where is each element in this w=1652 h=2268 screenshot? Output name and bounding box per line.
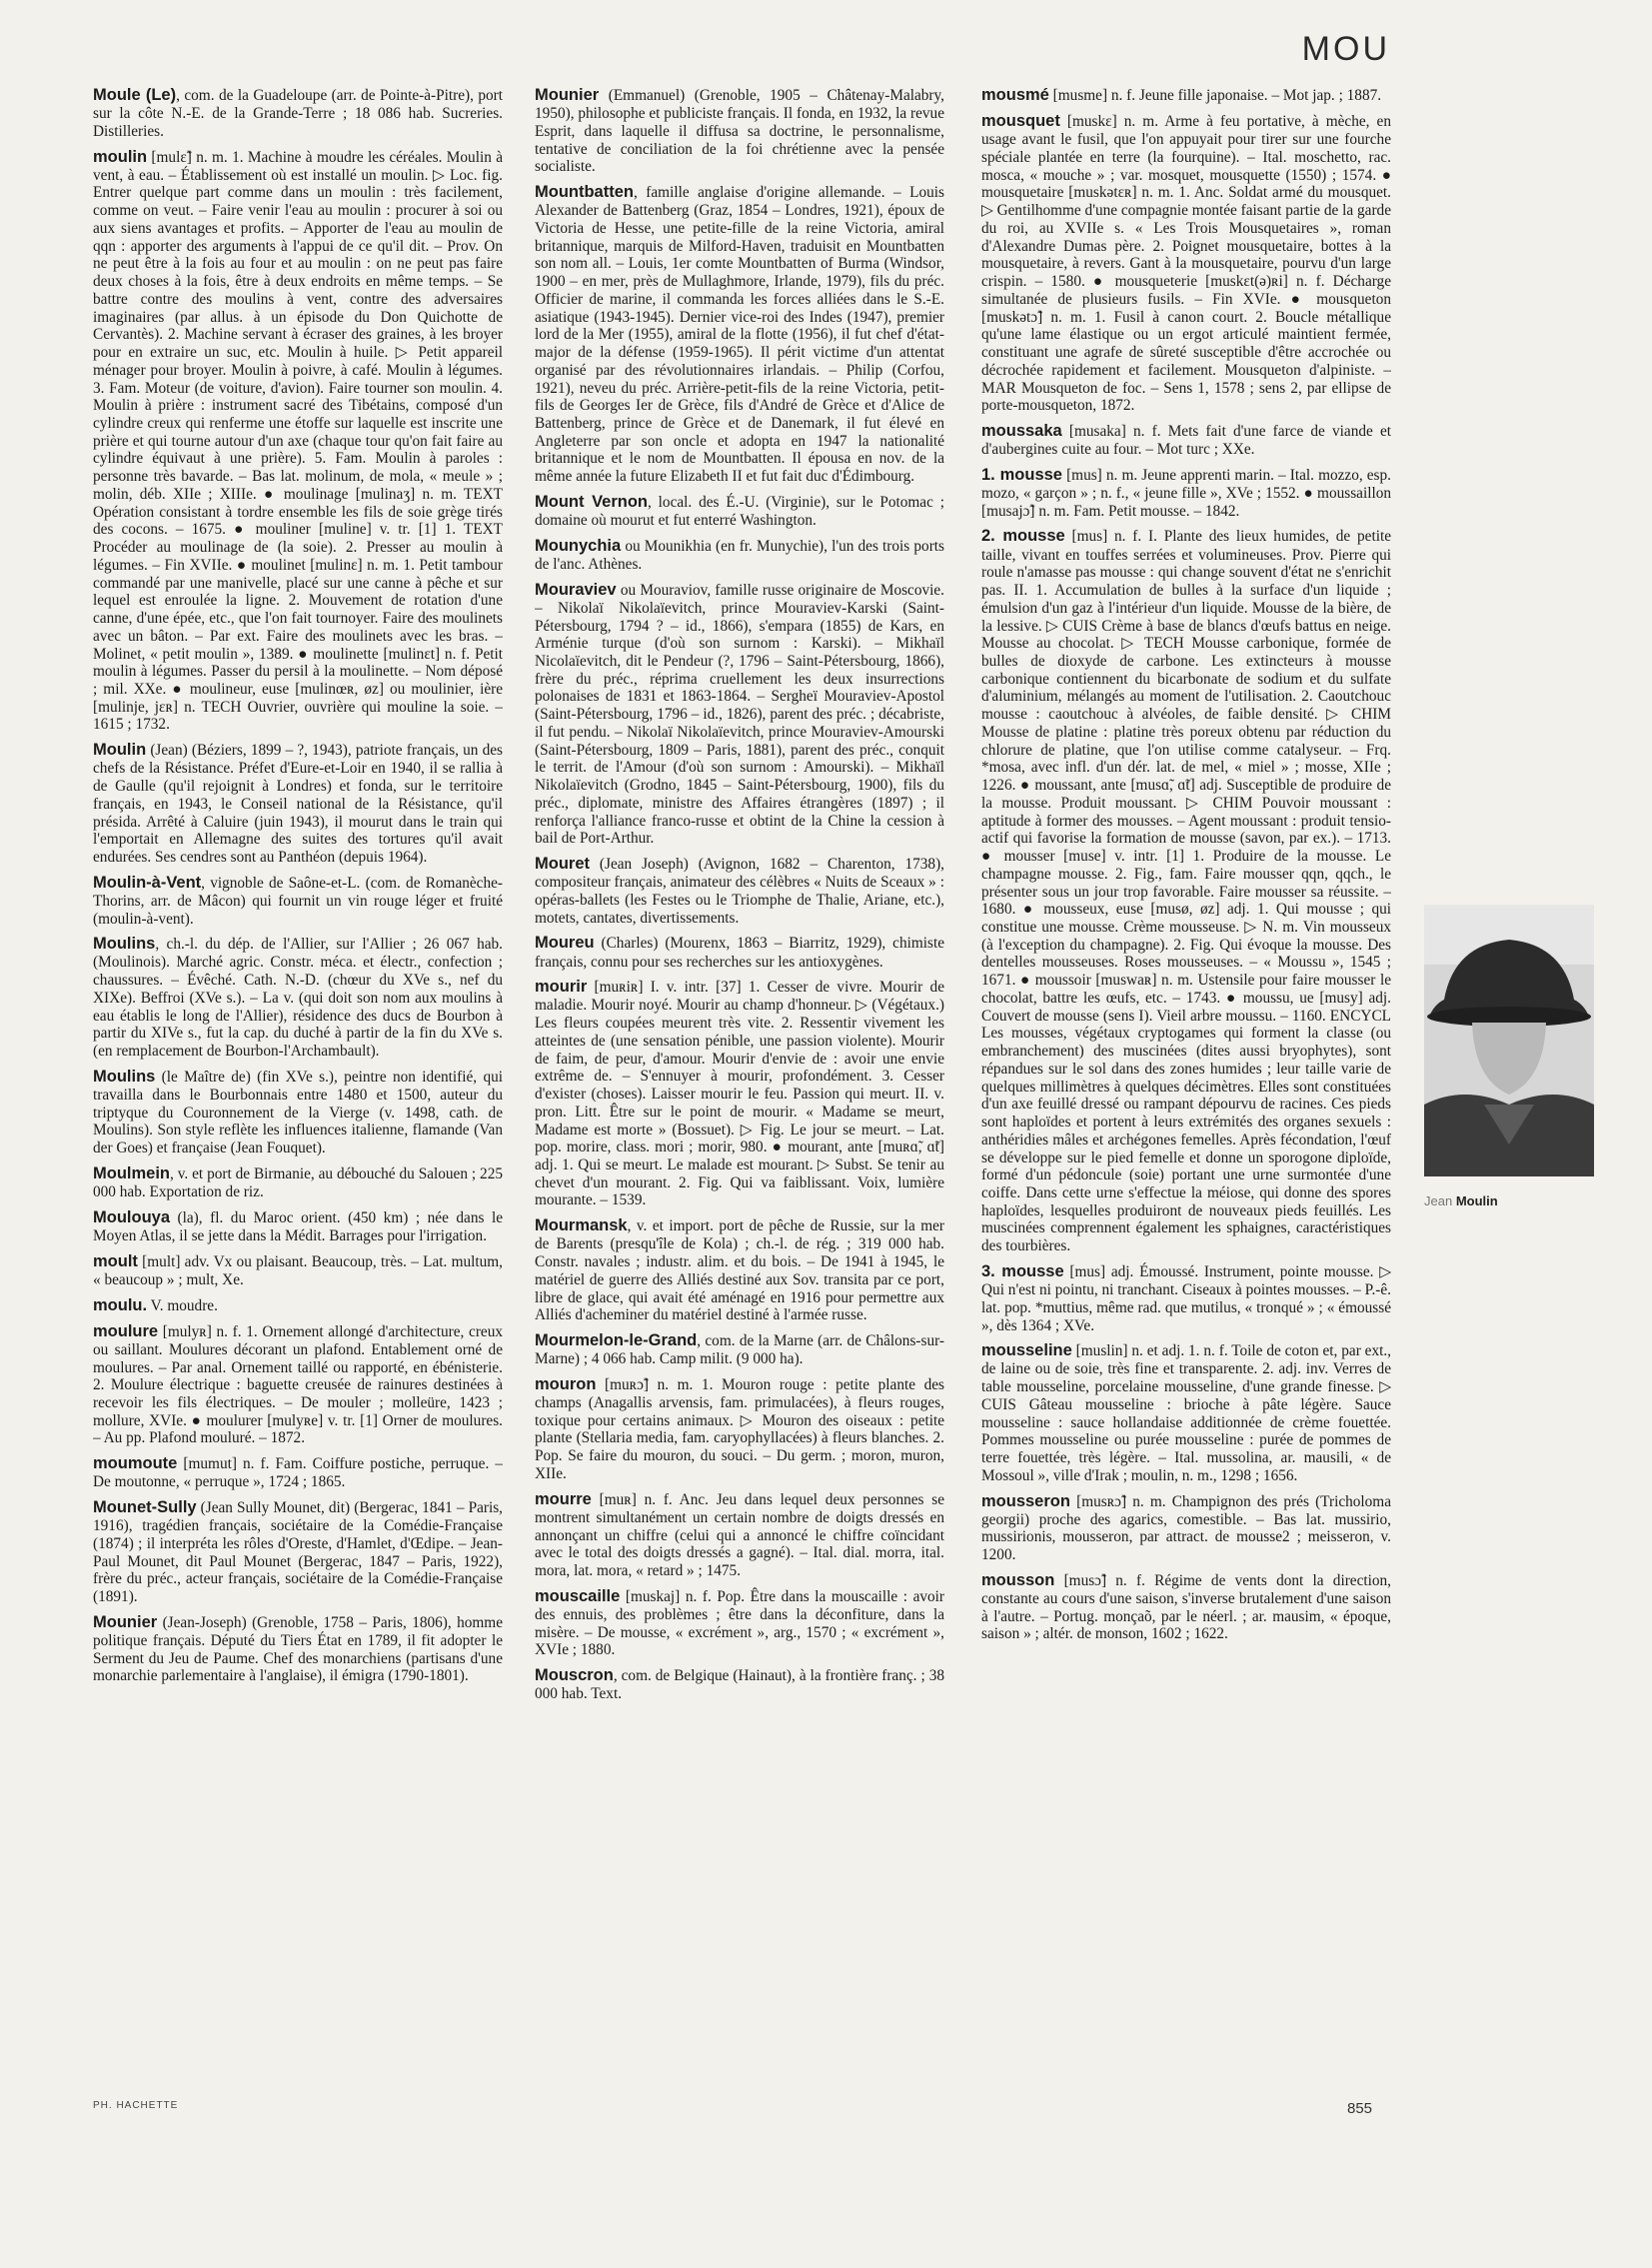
entry-definition: (Jean-Joseph) (Grenoble, 1758 – Paris, 1806), homme politique français. Député du Tiers État en 1789, il fit adopter le Serment du Jeu de Paume. Chef des monarchiens (partisans d'une monarchie parlementaire à l'anglaise), il émigra (1790-1801). [93, 1613, 503, 1685]
dictionary-entry [981, 527, 1391, 1255]
entry-headword: 1. mousse [981, 465, 1062, 484]
dictionary-entry [93, 1252, 503, 1289]
entry-definition: [musme] n. f. Jeune fille japonaise. – Mot jap. ; 1887. [1048, 87, 1382, 104]
dictionary-entry [93, 935, 503, 1061]
entry-headword: Mouret [535, 855, 590, 874]
entry-definition: [mus] n. f. I. Plante des lieux humides, de petite taille, vivant en touffes serrées et volumineuses. Prov. Pierre qui roule n'amasse pas mousse : qui change souvent d'état ne s'enrichit pas. II. 1. Accumulation de bulles à la surface d'un liquide ; émulsion d'un gaz à l'intérieur d'un liquide. Mousse de la bière, de la lessive. ▷ CUIS Crème à base de blancs d'œufs battus en neige. Mousse au chocolat. ▷ TECH Mousse carbonique, formée de bulles de dioxyde de carbone. Les extincteurs à mousse carbonique contiennent du bicarbonate de sodium et du sulfate d'aluminium, mélangés au moment de l'utilisation. 2. Caoutchouc mousse : caoutchouc à alvéoles, de faible densité. ▷ CHIM Mousse de platine : platine très poreux obtenu par réduction du chlorure de platine, que l'on utilise comme catalyseur. – Frq. *mosa, avec infl. d'un dér. lat. de mel, « miel » ; mosse, XIIe ; 1226. ● moussant, ante [musɑ̃, ɑ̃t] adj. Susceptible de produire de la mousse. Produit moussant. ▷ CHIM Pouvoir moussant : aptitude à former des mousses. – Agent moussant : produit tensio-actif qui favorise la formation de mousse (savon, par ex.). – 1713. ● mousser [muse] v. intr. [1] 1. Produire de la mousse. Le champagne mousse. 2. Fig., fam. Faire mousser qqn, qqch., le présenter sous un jour trop favorable. Faire mousser sa réussite. – 1680. ● mousseux, euse [musø, øz] adj. 1. Qui mousse ; qui constitue une mousse. Crème mousseuse. ▷ N. m. Vin mousseux (à l'exception du champagne). 2. Fig. Qui évoque la mousse. Des dentelles mousseuses. Roses mousseuses. – « Moussu », 1545 ; 1671. ● moussoir [muswaʀ] n. m. Ustensile pour faire mousser le chocolat, battre les œufs, etc. – 1743. ● moussu, ue [musy] adj. Couvert de mousse (sens I). Vieil arbre moussu. – 1160. ENCYCL Les mousses, végétaux cryptogames qui forment la classe (ou embranchement) des muscinées (dites aussi bryophytes), sont répandues sur le sol dans des zones humides ; leur taille varie de quelques millimètres à quelques décimètres. Elles sont constituées d'un axe feuillé dressé ou rampant dépourvu de racines. Ces pieds sont haploïdes et portent à leurs extrémités des organes sexuels : anthéridies mâles et archégones femelles. Après fécondation, l'œuf se développe sur le pied femelle et donne un sporogone diploïde, formé d'un pédoncule (soie) portant une urne surmontée d'une coiffe. Dans cette urne s'effectue la méiose, qui donne des spores haploïdes, lesquelles produiront de nouveaux pieds feuillés. Les muscinées comprennent également les sphaignes, caractéristiques des tourbières. [981, 528, 1391, 1255]
entry-definition: [muslin] n. et adj. 1. n. f. Toile de coton et, par ext., de laine ou de soie, très fine et transparente. 2. adj. inv. Verres de table mousseline, porcelaine mousseline, d'une grande finesse. ▷ CUIS Gâteau mousseline : brioche à pâte légère. Sauce mousseline : sauce hollandaise additionnée de crème fouettée. Pommes mousseline ou purée mousseline : purée de pommes de terre fouettée, très légère. – Ital. mussolina, ar. mausili, « de Mossoul », ville d'Irak ; moulin, n. m., 1298 ; 1656. [981, 1342, 1391, 1484]
dictionary-entry [535, 537, 944, 574]
dictionary-entry [535, 855, 944, 927]
dictionary-entry [93, 741, 503, 867]
dictionary-entry [535, 581, 944, 848]
entry-definition: [mumut] n. f. Fam. Coiffure postiche, perruque. – De moutonne, « perruque », 1724 ; 1865. [93, 1455, 503, 1491]
entry-definition: , famille anglaise d'origine allemande. – Louis Alexander de Battenberg (Graz, 1854 – Londres, 1921), époux de Victoria de Hesse, une petite-fille de la reine Victoria, amiral britannique, marquis de Milford-Haven, traduisit en Mountbatten son nom all. – Louis, 1er comte Mountbatten of Burma (Windsor, 1900 – en mer, près de Mullaghmore, Irlande, 1979), fils du préc. Officier de marine, il commanda les forces alliées dans le S.-E. asiatique (1943-1945). Dernier vice-roi des Indes (1947), premier lord de la Mer (1955), amiral de la flotte (1956), il fut chef d'état-major de la défense (1959-1965). Il périt victime d'un attentat organisé par des révolutionnaires irlandais. – Philip (Corfou, 1921), neveu du préc. Arrière-petit-fils de la reine Victoria, petit-fils de Georges Ier de Grèce, fils d'André de Grèce et d'Alice de Battenberg, prince de Grèce et de Danemark, il fut élevé en Angleterre par son oncle et adopta en 1947 la nationalité britannique et le nom de Mountbatten. Il épousa en nov. de la même année la future Elizabeth II et fut fait duc d'Édimbourg. [535, 184, 944, 486]
entry-headword: Moulin [93, 741, 147, 760]
entry-definition: [muskɛ] n. m. Arme à feu portative, à mèche, en usage avant le fusil, que l'on appuyait pour tirer sur une fourche spéciale plantée en terre (la fourquine). – Ital. moschetto, rac. mosca, « mouche » ; var. mosquet, mousquette (1550) ; 1574. ● mousquetaire [muskətɛʀ] n. m. 1. Anc. Soldat armé du mousquet. ▷ Gentilhomme d'une compagnie montée faisant partie de la garde du roi, au XVIIe s. « Les Trois Mousquetaires », roman d'Alexandre Dumas père. 2. Poignet mousquetaire, bottes à la mousquetaire, à revers. Gant à la mousquetaire, pourvu d'un large crispin. – 1580. ● mousqueterie [muskɛt(ə)ʀi] n. f. Décharge simultanée de plusieurs fusils. – Fin XVIe. ● mousqueton [muskətɔ̃] n. m. 1. Fusil à canon court. 2. Boucle métallique qu'une lame élastique ou un ergot articulé maintient fermée, constituant une agrafe de sûreté susceptible d'être accrochée ou décrochée rapidement et facilement. Mousqueton d'alpiniste. – MAR Mousqueton de foc. – Sens 1, 1578 ; sens 2, par ellipse de porte-mousqueton, 1872. [981, 113, 1391, 415]
entry-definition: [mulɛ̃] n. m. 1. Machine à moudre les céréales. Moulin à vent, à eau. – Établissement où est installé un moulin. ▷ Loc. fig. Entrer quelque part comme dans un moulin : très facilement, comme on veut. – Faire venir l'eau au moulin : procurer à soi ou aux siens avantages et profits. – Apporter de l'eau au moulin de qqn : apporter des arguments à l'appui de ce qu'il dit. – Prov. On ne peut être à la fois au four et au moulin : on ne peut pas faire deux choses à la fois, être à deux endroits en même temps. – Se battre contre des moulins à vent, contre des adversaires imaginaires (par allus. à un épisode du Don Quichotte de Cervantès). 2. Machine servant à écraser des graines, à les broyer pour en extraire un suc, etc. Moulin à huile. ▷ Petit appareil ménager pour broyer. Moulin à poivre, à café. Moulin à légumes. 3. Fam. Moteur (de voiture, d'avion). Faire tourner son moulin. 4. Moulin à prière : instrument sacré des Tibétains, composé d'un cylindre creux qui renferme une étoffe sur laquelle est inscrite une prière et qui tourne autour d'un axe (chaque tour qu'on fait faire au cylindre équivaut à une prière). 5. Fam. Moulin à paroles : personne très bavarde. – Bas lat. molinum, de mola, « meule » ; molin, déb. XIIe ; XIIIe. ● moulinage [mulinaʒ] n. m. TEXT Opération consistant à tordre ensemble les fils de soie grège tirés des cocons. – 1675. ● mouliner [muline] v. tr. [1] 1. TEXT Procéder au moulinage de (la soie). 2. Presser au moulin à légumes. – Fin XVIIe. ● moulinet [mulinɛ] n. m. 1. Petit tambour commandé par une manivelle, placé sur une canne à pêche et sur lequel est enroulée la ligne. 2. Mouvement de rotation d'une canne, d'une épée, etc., que l'on fait tournoyer. Faire des moulinets avec un bâton. – Par ext. Faire des moulinets avec les bras. – Molinet, « petit moulin », 1389. ● moulinette [mulinɛt] n. f. Petit moulin à légumes. Passer du persil à la moulinette. – Nom déposé ; mil. XXe. ● moulineur, euse [mulinœʀ, øz] ou moulinier, ière [mulinje, jɛʀ] n. TECH Ouvrier, ouvrière qui mouline la soie. – 1615 ; 1732. [93, 148, 503, 734]
entry-headword: moulu. [93, 1295, 148, 1314]
entry-definition: V. moudre. [147, 1296, 218, 1314]
dictionary-entry [981, 1341, 1391, 1484]
entry-definition: (Jean Joseph) (Avignon, 1682 – Charenton, 1738), compositeur français, animateur des célèbres « Nuits de Sceaux » : opéras-ballets (les Festes ou le Triomphe de Thalie, Ariane, etc.), motets, cantates, divertissements. [535, 856, 944, 927]
page-number: 855 [1347, 2100, 1373, 2117]
dictionary-entry [535, 934, 944, 971]
entry-headword: Mounychia [535, 536, 622, 555]
entry-headword: 3. mousse [981, 1261, 1064, 1280]
entry-headword: 2. mousse [981, 527, 1065, 546]
caption-last-name: Moulin [1455, 1193, 1498, 1208]
dictionary-entry [93, 874, 503, 929]
entry-definition: [mus] n. m. Jeune apprenti marin. – Ital. mozzo, esp. mozo, « garçon » ; n. f., « jeune fille », XVe ; 1552. ● moussaillon [musajɔ̃] n. m. Fam. Petit mousse. – 1842. [981, 466, 1391, 520]
dictionary-entry [93, 1208, 503, 1245]
entry-definition: [mus] adj. Émoussé. Instrument, pointe mousse. ▷ Qui n'est ni pointu, ni tranchant. Ciseaux à pointes mousses. – P.-ê. lat. pop. *muttius, même rad. que mutilus, « tronqué » ; « émoussé », dès 1364 ; XVe. [981, 1262, 1391, 1334]
entry-definition: [muʀ] n. f. Anc. Jeu dans lequel deux personnes se montrent simultanément un certain nombre de doigts dressés en annonçant un chiffre (celui qui a annoncé le chiffre coïncidant avec le total des doigts dressés a gagné). – Ital. dial. morra, ital. mora, lat. mora, « retard » ; 1475. [535, 1490, 944, 1579]
dictionary-entry [93, 1322, 503, 1448]
column-1 [93, 86, 503, 2085]
dictionary-entry [535, 183, 944, 486]
entry-definition: , com. de Belgique (Hainaut), à la frontière franç. ; 38 000 hab. Text. [535, 1667, 944, 1703]
dictionary-entry [93, 1296, 503, 1315]
dictionary-entry [93, 86, 503, 141]
entry-definition: (la), fl. du Maroc orient. (450 km) ; née dans le Moyen Atlas, il se jette dans la Médit. Barrages pour l'irrigation. [93, 1208, 503, 1244]
entry-headword: Mourmansk [535, 1216, 628, 1235]
dictionary-entry [981, 86, 1391, 105]
entry-headword: Moulmein [93, 1163, 170, 1182]
dictionary-entry [535, 1375, 944, 1483]
dictionary-entry [981, 1571, 1391, 1643]
portrait-illustration [1424, 905, 1594, 1176]
dictionary-entry [535, 1331, 944, 1368]
entry-headword: Mounet-Sully [93, 1498, 197, 1517]
entry-headword: Moulins [93, 1067, 156, 1086]
entry-headword: mousson [981, 1570, 1055, 1589]
dictionary-entry [981, 466, 1391, 521]
dictionary-entry [535, 1216, 944, 1324]
dictionary-entry [535, 978, 944, 1209]
entry-headword: Mourmelon-le-Grand [535, 1330, 698, 1349]
dictionary-entry [93, 1164, 503, 1201]
dictionary-entry [535, 493, 944, 530]
running-head: MOU [1301, 30, 1390, 68]
entry-definition: (Charles) (Mourenx, 1863 – Biarritz, 1929), chimiste français, connu pour ses recherches sur les antioxygènes. [535, 935, 944, 971]
entry-definition: , com. de la Marne (arr. de Châlons-sur-Marne) ; 4 066 hab. Camp milit. (9 000 ha). [535, 1331, 944, 1368]
entry-definition: (Jean Sully Mounet, dit) (Bergerac, 1841 – Paris, 1916), tragédien français, sociétaire de la Comédie-Française (1874) ; il interpréta les rôles d'Oreste, d'Hamlet, d'Œdipe. – Jean-Paul Mounet, dit Paul Mounet (Bergerac, 1847 – Paris, 1922), frère du préc., acteur français, sociétaire de la Comédie-Française (1891). [93, 1499, 503, 1606]
dictionary-entry [535, 1587, 944, 1659]
entry-definition: ou Mounikhia (en fr. Munychie), l'un des trois ports de l'anc. Athènes. [535, 537, 944, 573]
portrait-photo [1424, 905, 1594, 1176]
entry-headword: moumoute [93, 1454, 178, 1473]
column-3 [981, 86, 1391, 2115]
entry-headword: Mountbatten [535, 183, 634, 202]
dictionary-entry [981, 422, 1391, 459]
dictionary-entry [93, 148, 503, 735]
entry-headword: Moulin-à-Vent [93, 873, 202, 892]
dictionary-entry [535, 86, 944, 176]
entry-headword: moulin [93, 147, 148, 166]
entry-definition: [musaka] n. f. Mets fait d'une farce de viande et d'aubergines cuite au four. – Mot turc ; XXe. [981, 423, 1391, 459]
entry-definition: , v. et port de Birmanie, au débouché du Salouen ; 225 000 hab. Exportation de riz. [93, 1164, 503, 1201]
entry-definition: [muʀɔ̃] n. m. 1. Mouron rouge : petite plante des champs (Anagallis arvensis, fam. primulacées), à fleurs rouges, toxique pour certains animaux. ▷ Mouron des oiseaux : petite plante (Stellaria media, fam. caryophyllacées) à fleurs blanches. 2. Pop. Se faire du mouron, du souci. – Du germ. ; moron, muron, XIIe. [535, 1375, 944, 1482]
photo-credit: PH. HACHETTE [93, 2100, 179, 2111]
dictionary-entry [535, 1490, 944, 1580]
entry-definition: , com. de la Guadeloupe (arr. de Pointe-à-Pitre), port sur la côte N.-E. de la Grande-Terre ; 18 086 hab. Sucreries. Distilleries. [93, 87, 503, 140]
entry-definition: [muskaj] n. f. Pop. Être dans la mouscaille : avoir des ennuis, des problèmes ; être dans la déconfiture, dans la misère. – De mousse, « excrément », arg., 1570 ; « excrément », XVIe ; 1880. [535, 1587, 944, 1659]
caption-first-name: Jean [1424, 1193, 1453, 1208]
entry-definition: , local. des É.-U. (Virginie), sur le Potomac ; domaine où mourut et fut enterré Washington. [535, 493, 944, 530]
entry-headword: Mouraviev [535, 580, 617, 599]
entry-headword: mourir [535, 978, 588, 997]
dictionary-entry [93, 1498, 503, 1606]
entry-headword: mousmé [981, 86, 1049, 104]
entry-definition: [muʀiʀ] I. v. intr. [37] 1. Cesser de vivre. Mourir de maladie. Mourir noyé. Mourir au champ d'honneur. ▷ (Végétaux.) Les fleurs coupées meurent très vite. 2. Ressentir vivement les atteintes de (une sensation pénible, une passion violente). Mourir de faim, de peur, d'amour. Mourir d'envie de : avoir une envie extrême de. – S'ennuyer à mourir, profondément. 3. Cesser d'exister (choses). Laisser mourir le feu. Passion qui meurt. II. v. pron. Litt. Être sur le point de mourir. « Madame se meurt, Madame est morte » (Bossuet). ▷ Fig. Le jour se meurt. – Lat. pop. morire, class. mori ; morir, 980. ● mourant, ante [muʀɑ̃, ɑ̃t] adj. 1. Qui se meurt. Le malade est mourant. ▷ Subst. Se tenir au chevet d'un mourant. 2. Fig. Qui va faiblissant. Voix, lumière mourante. – 1539. [535, 979, 944, 1209]
entry-headword: mouron [535, 1374, 597, 1393]
entry-headword: mousquet [981, 112, 1060, 131]
entry-headword: Mount Vernon [535, 492, 649, 511]
dictionary-entry [93, 1454, 503, 1491]
entry-headword: Mouscron [535, 1666, 614, 1685]
entry-definition: , v. et import. port de pêche de Russie, sur la mer de Barents (presqu'île de Kola) ; ch.-l. de rég. ; 319 000 hab. Constr. navales ; industr. alim. et du bois. – De 1941 à 1945, le matériel de guerre des Alliés destiné aux Sov. transita par ce port, libre de glace, qui avait été aménagé en 1916 pour permettre aux Alliés d'acheminer du matériel destiné à l'armée russe. [535, 1217, 944, 1324]
dictionary-entry [981, 1492, 1391, 1564]
entry-headword: mousseline [981, 1341, 1072, 1360]
dictionary-entry [981, 112, 1391, 415]
entry-definition: , ch.-l. du dép. de l'Allier, sur l'Allier ; 26 067 hab. (Moulinois). Marché agric. Constr. méca. et électr., confection ; chaussures. – Évêché. Cath. N.-D. (chœur du XVe s., nef du XIXe). Beffroi (XVe s.). – La v. (qui doit son nom aux moulins à eau établis le long de l'Allier), résidence des ducs de Bourbon à partir du XIVe s., fut la cap. du duché à partir de la fin du XVe s. (en remplacement de Bourbon-l'Archambault). [93, 936, 503, 1061]
photo-caption [1424, 1193, 1498, 1208]
entry-definition: ou Mouraviov, famille russe originaire de Moscovie. – Nikolaï Nikolaïevitch, prince Mouraviev-Karski (Saint-Pétersbourg, 1794 ? – id., 1866), s'empara (1855) de Kars, en Arménie turque (d'où son surnom : Karski). – Mikhaïl Nicolaïevitch, dit le Pendeur (?, 1796 – Saint-Pétersbourg, 1866), frère du préc., réprima cruellement les deux insurrections polonaises de 1831 et 1863-1864. – Sergheï Mouraviev-Apostol (Saint-Pétersbourg, 1796 – id., 1826), parent des préc. ; décabriste, il fut pendu. – Nikolaï Nikolaïevitch, prince Mouraviev-Amourski (Saint-Pétersbourg, 1809 – Paris, 1881), parent des préc., conquit le territ. de l'Amour (d'où son surnom : Amourski). – Mikhaïl Nikolaïevitch (Grodno, 1845 – Saint-Pétersbourg, 1900), fils du préc., diplomate, ministre des Affaires étrangères (1897) ; il renforça l'alliance franco-russe et obtint de la Chine la cession à bail de Port-Arthur. [535, 581, 944, 848]
entry-definition: , vignoble de Saône-et-L. (com. de Romanèche-Thorins, arr. de Mâcon) qui fournit un vin rouge léger et fruité (moulin-à-vent). [93, 874, 503, 928]
entry-headword: Moule (Le) [93, 86, 177, 104]
entry-headword: mouscaille [535, 1586, 621, 1605]
dictionary-entry [93, 1068, 503, 1157]
entry-headword: Mounier [93, 1612, 158, 1631]
entry-definition: (Emmanuel) (Grenoble, 1905 – Châtenay-Malabry, 1950), philosophe et publiciste français. Il fonda, en 1932, la revue Esprit, dans laquelle il diffusa sa doctrine, le personnalisme, tentative de conciliation de la foi chrétienne avec la pensée socialiste. [535, 87, 944, 176]
entry-headword: mousseron [981, 1491, 1070, 1510]
entry-headword: moult [93, 1251, 138, 1270]
dictionary-entry [93, 1613, 503, 1685]
entry-headword: Mounier [535, 86, 600, 104]
entry-definition: [mulyʀ] n. f. 1. Ornement allongé d'architecture, creux ou saillant. Moulures décorant un plafond. Entablement orné de moulures. – Par anal. Ornement taillé ou rapporté, en ébénisterie. 2. Moulure électrique : baguette creusée de rainures destinées à recevoir les fils électriques. – De mouler ; molleüre, 1423 ; mollure, XVIe. ● moulurer [mulyʀe] v. tr. [1] Orner de moulures. – Au pp. Plafond mouluré. – 1872. [93, 1322, 503, 1447]
entry-headword: Moulins [93, 935, 156, 954]
entry-definition: (Jean) (Béziers, 1899 – ?, 1943), patriote français, un des chefs de la Résistance. Préfet d'Eure-et-Loir en 1940, il se rallia à de Gaulle (qu'il rejoignit à Londres) et fonda, sur le territoire français, en 1943, le Conseil national de la Résistance, qu'il présida. Arrêté à Caluire (juin 1943), il mourut dans le train qui l'emportait en Allemagne des suites des tortures qu'il avait endurées. Ses cendres sont au Panthéon (depuis 1964). [93, 742, 503, 867]
entry-definition: [musʀɔ̃] n. m. Champignon des prés (Tricholoma georgii) proche des agarics, comestible. – Bas lat. mussirio, mussirionis, mousseron, par attract. de mousse2 ; meisseron, v. 1200. [981, 1492, 1391, 1564]
entry-definition: [mult] adv. Vx ou plaisant. Beaucoup, très. – Lat. multum, « beaucoup » ; mult, Xe. [93, 1252, 503, 1288]
entry-headword: moussaka [981, 422, 1062, 440]
entry-headword: moulure [93, 1321, 159, 1340]
dictionary-entry [981, 1262, 1391, 1334]
column-2 [535, 86, 944, 2085]
dictionary-entry [535, 1666, 944, 1703]
entry-definition: [musɔ̃] n. f. Régime de vents dont la direction, constante au cours d'une saison, s'inverse brutalement d'une saison à l'autre. – Portug. monçaõ, par le néerl. ; ar. mausim, « époque, saison » ; altér. de monson, 1602 ; 1622. [981, 1571, 1391, 1643]
entry-headword: mourre [535, 1489, 592, 1508]
entry-definition: (le Maître de) (fin XVe s.), peintre non identifié, qui travailla dans le Bourbonnais entre 1480 et 1500, auteur du triptyque du Couronnement de la Vierge (v. 1498, cath. de Moulins). Son style reflète les influences italienne, flamande (Van der Goes) et française (Jean Fouquet). [93, 1068, 503, 1157]
entry-headword: Moureu [535, 934, 595, 953]
entry-headword: Moulouya [93, 1207, 170, 1226]
